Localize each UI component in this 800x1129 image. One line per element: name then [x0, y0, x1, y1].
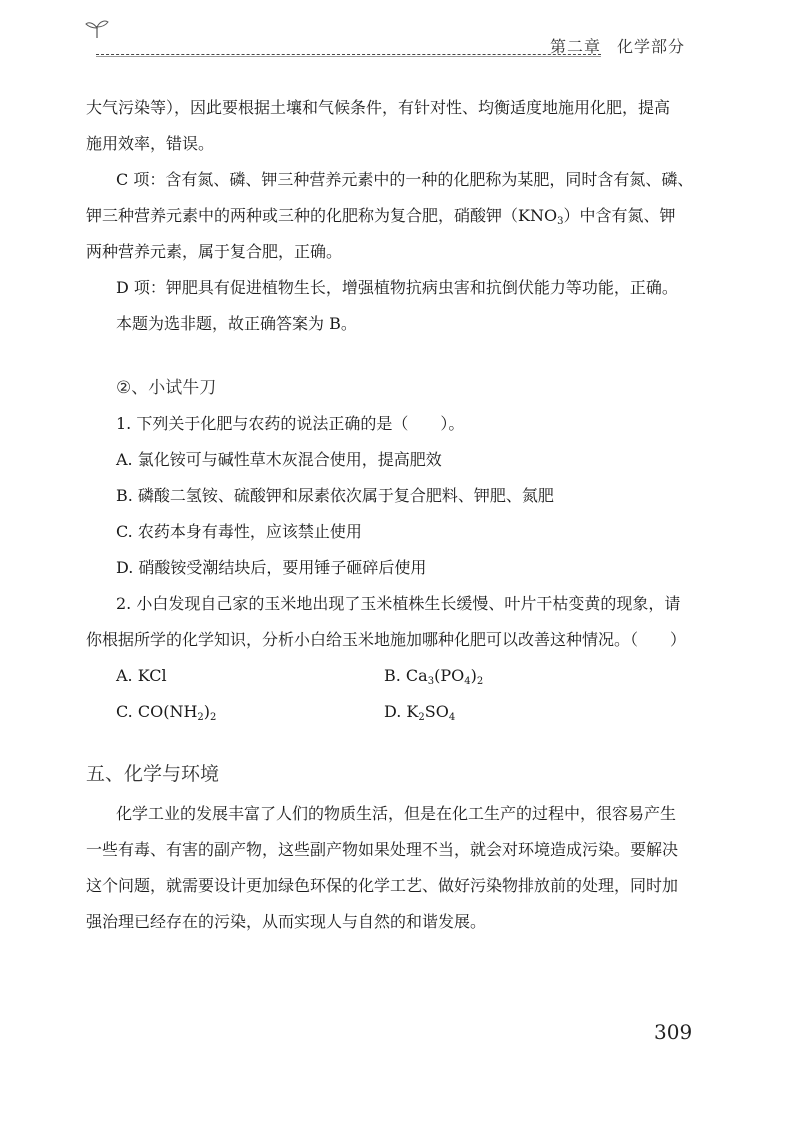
subscript: 2 — [210, 712, 217, 723]
question-1-option-a: A. 氯化铵可与碱性草木灰混合使用，提高肥效 — [116, 450, 442, 469]
question-2-options-row-1 — [86, 658, 706, 694]
text-line — [86, 198, 706, 234]
text-fragment: ) — [470, 666, 477, 685]
chapter-number: 第二章 — [550, 37, 602, 56]
text-fragment: (PO — [434, 666, 465, 685]
sprout-logo-icon — [84, 18, 110, 40]
subscript: 2 — [197, 712, 204, 723]
page-body — [86, 90, 706, 940]
text-fragment: ）中含有氮、钾 — [563, 206, 676, 225]
text-line: 大气污染等），因此要根据土壤和气候条件，有针对性、均衡适度地施用化肥，提高 — [86, 98, 671, 117]
text-fragment: C. CO(NH — [116, 702, 198, 721]
chapter-label — [550, 34, 685, 57]
subscript: 2 — [418, 712, 425, 723]
text-line: 施用效率，错误。 — [86, 134, 215, 153]
continuation-paragraph — [86, 90, 706, 162]
text-fragment: ) — [203, 702, 211, 721]
question-2-option-b — [384, 658, 652, 694]
question-2-option-c — [116, 694, 384, 730]
running-header — [70, 14, 710, 54]
text-line: 本题为选非题，故正确答案为 B。 — [116, 314, 357, 333]
subscript: 4 — [464, 676, 471, 687]
text-fragment: SO — [424, 702, 449, 721]
text-line: 一些有毒、有害的副产物，这些副产物如果处理不当，就会对环境造成污染。要解决 — [86, 840, 679, 859]
question-2-options-row-2 — [86, 694, 706, 730]
subscript: 2 — [476, 676, 484, 687]
question-1-stem: 1. 下列关于化肥与农药的说法正确的是（ ）。 — [116, 414, 465, 433]
practice-heading: ②、小试牛刀 — [116, 378, 217, 398]
page-number: 309 — [654, 1020, 693, 1044]
question-1-option-b: B. 磷酸二氢铵、硫酸钾和尿素依次属于复合肥料、钾肥、氮肥 — [116, 486, 554, 505]
text-line: 这个问题，就需要设计更加绿色环保的化学工艺、做好污染物排放前的处理，同时加 — [86, 876, 679, 895]
text-fragment: D. K — [384, 702, 419, 721]
text-fragment: B. Ca — [384, 666, 428, 685]
subscript: 4 — [448, 712, 456, 723]
question-2-stem-line-1: 2. 小白发现自己家的玉米地出现了玉米植株生长缓慢、叶片干枯变黄的现象，请 — [116, 594, 681, 613]
question-2-stem-line-2: 你根据所学的化学知识，分析小白给玉米地施加哪种化肥可以改善这种情况。（ ） — [86, 630, 687, 649]
header-rule-underline — [96, 56, 601, 57]
question-1-option-d: D. 硝酸铵受潮结块后，要用锤子砸碎后使用 — [116, 558, 427, 577]
answer-conclusion — [86, 306, 706, 342]
text-line: C 项：含有氮、磷、钾三种营养元素中的一种的化肥称为某肥，同时含有氮、磷、 — [116, 170, 694, 189]
text-line: 两种营养元素，属于复合肥，正确。 — [86, 242, 343, 261]
chapter-section: 化学部分 — [617, 37, 686, 56]
option-d-explanation — [86, 270, 706, 306]
text-line: 强治理已经存在的污染，从而实现人与自然的和谐发展。 — [86, 912, 487, 931]
section-5-paragraph — [86, 796, 706, 940]
question-1-option-c: C. 农药本身有毒性，应该禁止使用 — [116, 522, 362, 541]
section-5-heading: 五、化学与环境 — [86, 763, 220, 785]
text-fragment: 钾三种营养元素中的两种或三种的化肥称为复合肥，硝酸钾（KNO — [86, 206, 558, 225]
question-2-option-d — [384, 694, 652, 730]
text-line: 化学工业的发展丰富了人们的物质生活，但是在化工生产的过程中，很容易产生 — [116, 804, 677, 823]
subscript: 3 — [427, 676, 435, 687]
subscript: 3 — [557, 216, 564, 227]
question-2-option-a: A. KCl — [116, 666, 167, 685]
option-c-explanation — [86, 162, 706, 270]
header-rule — [96, 54, 601, 55]
text-line: D 项：钾肥具有促进植物生长，增强植物抗病虫害和抗倒伏能力等功能，正确。 — [116, 278, 678, 297]
